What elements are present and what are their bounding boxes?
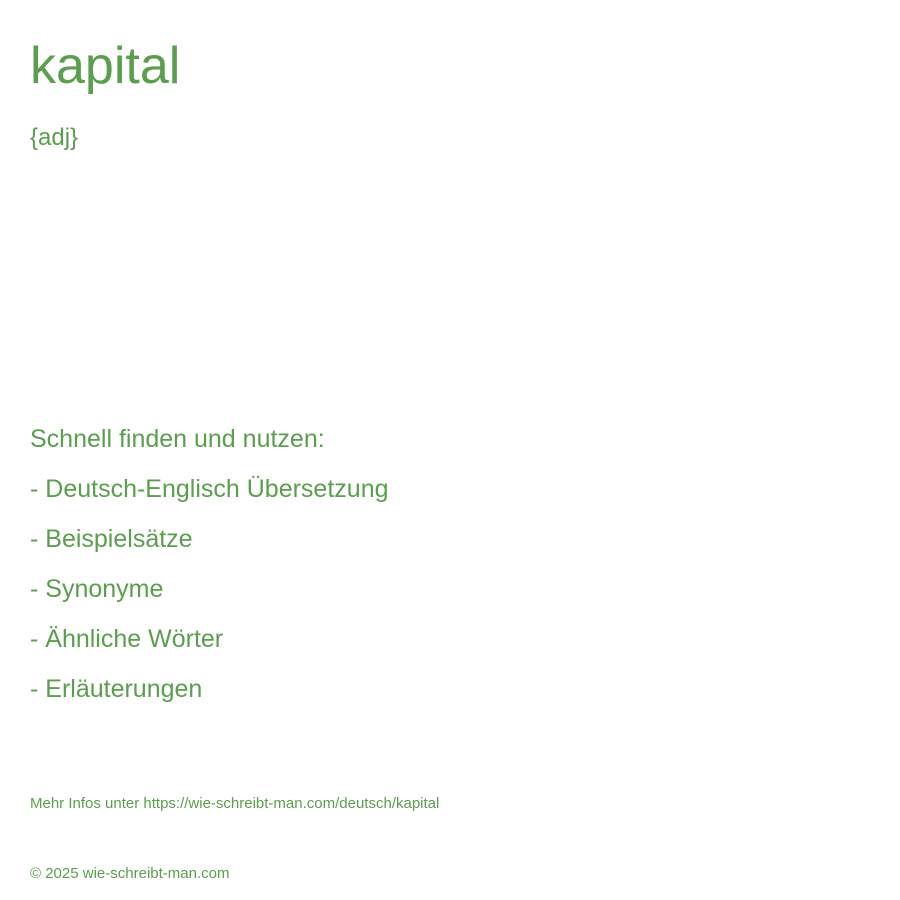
- feature-item-similar-words: - Ähnliche Wörter: [30, 625, 224, 653]
- feature-item-explanations: - Erläuterungen: [30, 675, 203, 703]
- feature-item-translation: - Deutsch-Englisch Übersetzung: [30, 475, 389, 503]
- features-heading: Schnell finden und nutzen:: [30, 425, 325, 453]
- feature-item-example-sentences: - Beispielsätze: [30, 525, 193, 553]
- part-of-speech: {adj}: [30, 124, 79, 151]
- features-section: [30, 424, 389, 724]
- word-title: kapital: [30, 37, 181, 95]
- features-list: [30, 474, 389, 724]
- copyright-notice: © 2025 wie-schreibt-man.com: [30, 865, 230, 882]
- more-info-link[interactable]: Mehr Infos unter https://wie-schreibt-man.com/deutsch/kapital: [30, 795, 440, 812]
- feature-item-synonyms: - Synonyme: [30, 575, 164, 603]
